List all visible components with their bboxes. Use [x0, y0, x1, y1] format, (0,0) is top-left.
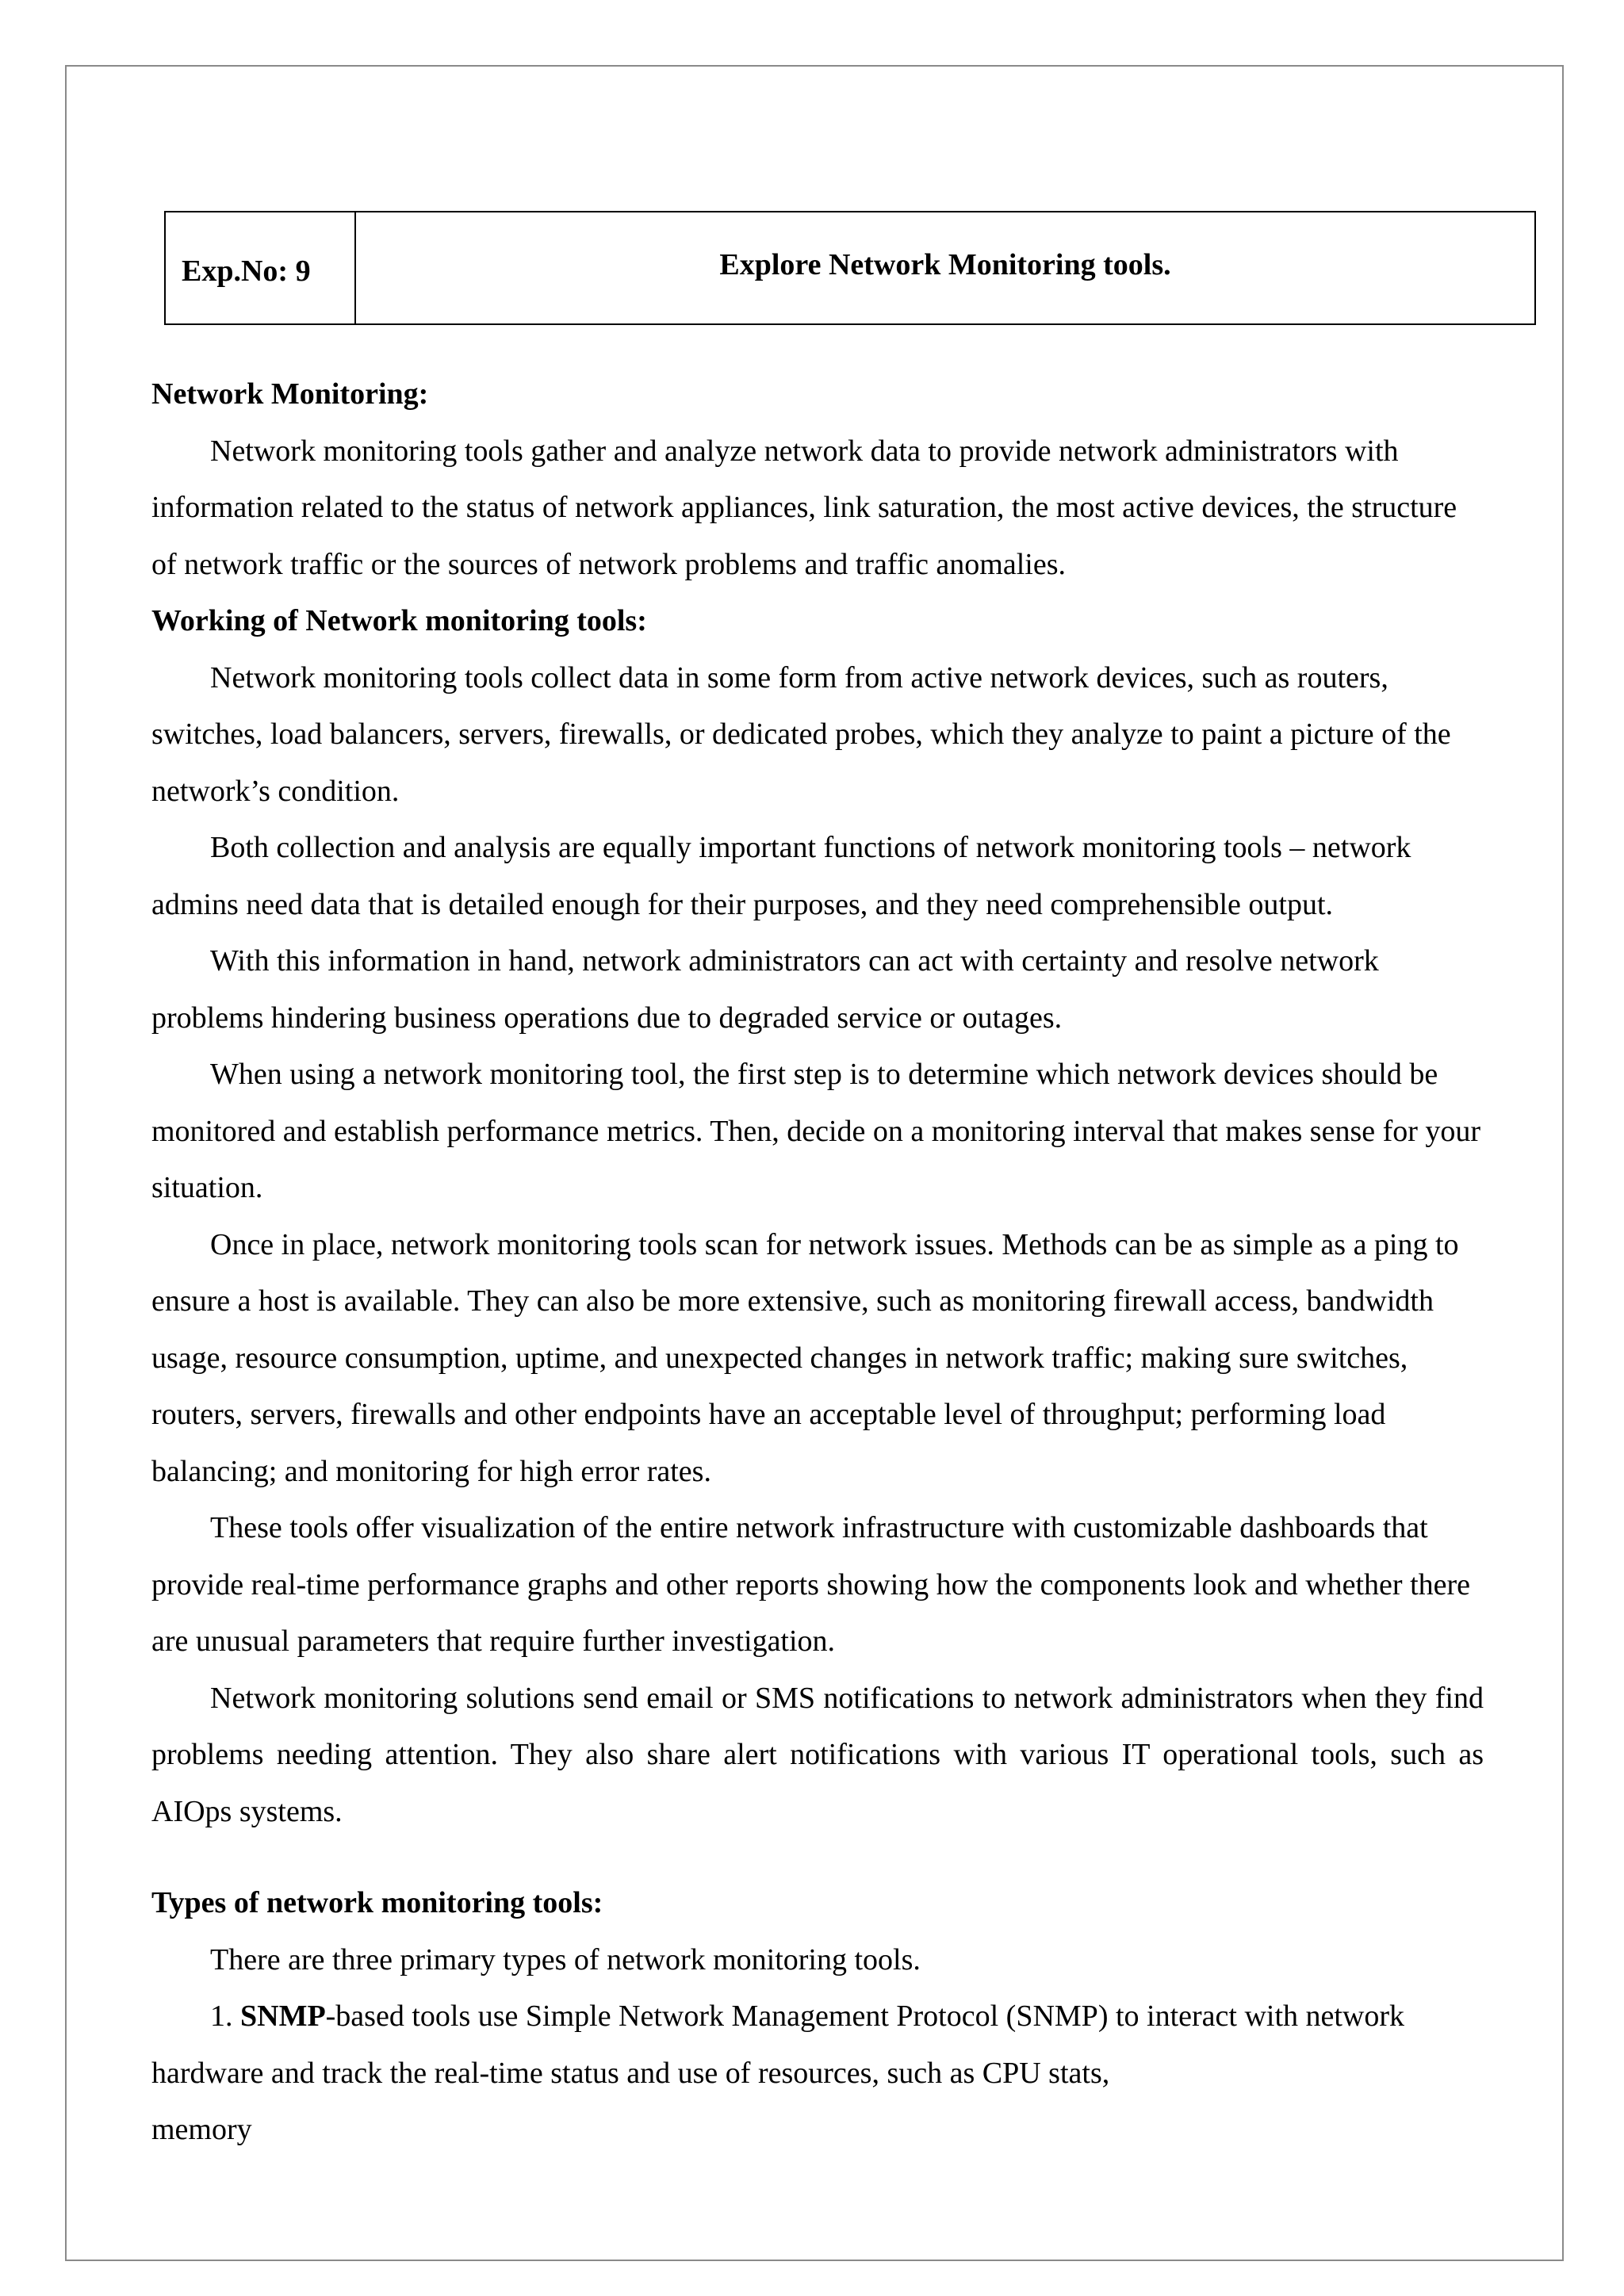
heading-types: Types of network monitoring tools: [151, 1886, 603, 1919]
list-item-number: 1. [210, 1999, 240, 2033]
paragraph-network-monitoring: Network monitoring tools gather and analyze network data to provide network administrators with information related to the status of network appliances, link saturation, the most active devices, the structure of network traffic or the sources of network problems and traffic anomalies. [151, 434, 1457, 581]
list-item-snmp [151, 1988, 1484, 2102]
experiment-title: Explore Network Monitoring tools. [719, 248, 1171, 281]
paragraph-types-intro: There are three primary types of network monitoring tools. [210, 1942, 921, 1976]
experiment-header-table [164, 211, 1536, 325]
paragraph-working-3: With this information in hand, network administrators can act with certainty and resolve network problems hindering business operations due to degraded service or outages. [151, 944, 1379, 1035]
snmp-description: -based tools use Simple Network Management Protocol (SNMP) to interact with network hardware and track the real-time status and use of resources, such as CPU stats, [151, 1999, 1405, 2090]
paragraph-working-2: Both collection and analysis are equally important functions of network monitoring tools – network admins need data that is detailed enough for their purposes, and they need comprehensible output. [151, 831, 1411, 921]
snmp-term: SNMP [240, 1999, 326, 2033]
document-body [151, 366, 1484, 2159]
experiment-number: Exp.No: 9 [166, 212, 356, 323]
paragraph-working-6: These tools offer visualization of the entire network infrastructure with customizable dashboards that provide real-time performance graphs and other reports showing how the components look and whether there are unusual parameters that require further investigation. [151, 1511, 1471, 1658]
heading-network-monitoring: Network Monitoring: [151, 377, 429, 411]
heading-working: Working of Network monitoring tools: [151, 604, 647, 637]
paragraph-working-5: Once in place, network monitoring tools scan for network issues. Methods can be as simple as a ping to ensure a host is available. They can also be more extensive, such as monitoring firewall access, bandwidth usage, resource consumption, uptime, and unexpected changes in network traffic; making sure switches, routers, servers, firewalls and other endpoints have an acceptable level of throughput; performing load balancing; and monitoring for high error rates. [151, 1227, 1459, 1488]
section-gap [151, 1840, 1484, 1875]
paragraph-working-7: Network monitoring solutions send email or SMS notifications to network administrators when they find problems needing attention. They also share alert notifications with various IT operational tools, such as AIOps systems. [151, 1681, 1484, 1828]
snmp-description-tail: memory [151, 2113, 252, 2146]
paragraph-working-4: When using a network monitoring tool, the first step is to determine which network devices should be monitored and establish performance metrics. Then, decide on a monitoring interval that makes sense for your situation. [151, 1058, 1481, 1204]
paragraph-working-1: Network monitoring tools collect data in some form from active network devices, such as routers, switches, load balancers, servers, firewalls, or dedicated probes, which they analyze to paint a picture of the network’s condition. [151, 660, 1451, 808]
